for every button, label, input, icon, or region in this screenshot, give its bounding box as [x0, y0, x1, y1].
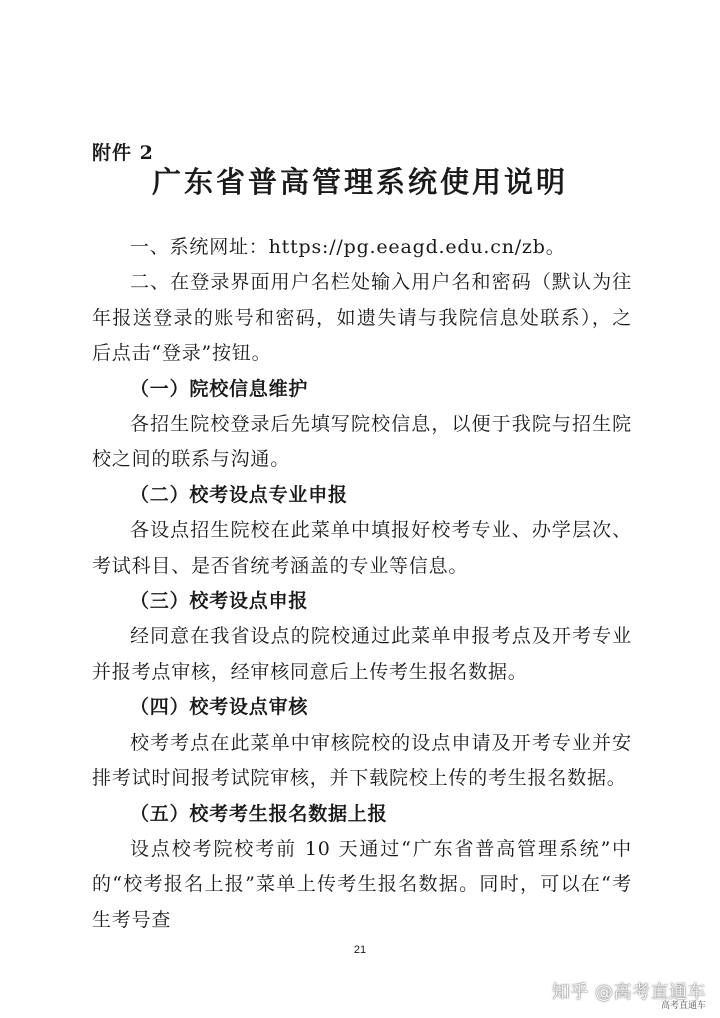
attachment-label: 附件 2	[92, 142, 154, 164]
document-body	[92, 230, 632, 938]
section-heading-5: （五）校考考生报名数据上报	[130, 802, 388, 825]
paragraph-section-4: 校考考点在此菜单中审核院校的设点申请及开考专业并安排考试时间报考试院审核，并下载院校上传的考生报名数据。	[92, 731, 632, 790]
section-heading-2: （二）校考设点专业申报	[130, 483, 348, 506]
paragraph-section-2: 各设点招生院校在此菜单中填报好校考专业、办学层次、考试科目、是否省统考涵盖的专业等信息。	[92, 519, 632, 577]
paragraph-system-url: 一、系统网址：https://pg.eeagd.edu.cn/zb。	[130, 236, 566, 258]
paragraph-section-3: 经同意在我省设点的院校通过此菜单申报考点及开考专业并报考点审核，经审核同意后上传考生报名数据。	[92, 625, 632, 683]
paragraph-section-1: 各招生院校登录后先填写院校信息，以便于我院与招生院校之间的联系与沟通。	[92, 413, 632, 471]
section-heading-1: （一）院校信息维护	[130, 377, 309, 400]
zhihu-watermark: 知乎 @高考直通车	[551, 982, 706, 1003]
section-heading-4: （四）校考设点审核	[130, 696, 309, 719]
watermark-subtext: 高考直通车	[660, 1001, 706, 1011]
paragraph-login-instructions: 二、在登录界面用户名栏处输入用户名和密码（默认为往年报送登录的账号和密码，如遗失请与我院信息处联系），之后点击“登录”按钮。	[92, 271, 632, 365]
paragraph-section-5: 设点校考院校考前 10 天通过“广东省普高管理系统”中的“校考报名上报”菜单上传考生报名数据。同时，可以在“考生考号查	[92, 837, 632, 931]
page-number: 21	[353, 944, 367, 956]
document-title: 广东省普高管理系统使用说明	[151, 165, 568, 199]
section-heading-3: （三）校考设点申报	[130, 590, 309, 613]
